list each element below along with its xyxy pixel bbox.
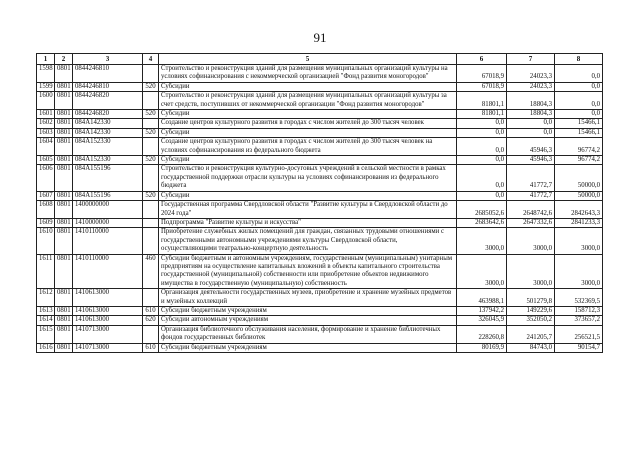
section-code-cell: 0801 [55,289,73,307]
table-row [37,65,603,83]
column-header: 6 [457,54,507,65]
section-code-cell: 0801 [55,343,73,352]
section-code-cell: 0801 [55,110,73,119]
target-article-code-cell: 084A152330 [73,138,143,156]
section-code-cell: 0801 [55,218,73,227]
row-number-cell: 1614 [37,316,55,325]
table-row [37,218,603,227]
amount-year3-cell: 0,0 [555,82,603,91]
expense-type-code-cell: 620 [143,316,159,325]
column-header: 8 [555,54,603,65]
expense-type-code-cell [143,325,159,343]
row-number-cell: 1604 [37,138,55,156]
row-number-cell: 1612 [37,289,55,307]
item-name-cell: Приобретение служебных жилых помещений для граждан, связанных трудовыми отношениями с государственными автономными учреждениями культуры Свердловской области, осуществляющими театрально-концертную деятельность [159,228,457,254]
row-number-cell: 1615 [37,325,55,343]
amount-year3-cell: 96774,2 [555,138,603,156]
table-row [37,165,603,191]
section-code-cell: 0801 [55,92,73,110]
section-code-cell: 0801 [55,228,73,254]
amount-year1-cell: 0,0 [457,119,507,128]
table-row [37,306,603,315]
amount-year2-cell: 3000,0 [507,254,555,289]
expense-type-code-cell: 610 [143,343,159,352]
column-header: 5 [159,54,457,65]
target-article-code-cell: 0844246810 [73,65,143,83]
section-code-cell: 0801 [55,254,73,289]
amount-year1-cell: 0,0 [457,156,507,165]
amount-year3-cell: 2841233,3 [555,218,603,227]
table-row [37,254,603,289]
column-header: 2 [55,54,73,65]
expense-type-code-cell [143,228,159,254]
column-header: 1 [37,54,55,65]
target-article-code-cell: 084A155196 [73,165,143,191]
amount-year3-cell: 2842643,3 [555,201,603,219]
table-row [37,325,603,343]
target-article-code-cell: 1410713000 [73,343,143,352]
amount-year3-cell: 256521,5 [555,325,603,343]
amount-year1-cell: 81801,1 [457,110,507,119]
table-row [37,316,603,325]
amount-year2-cell: 41772,7 [507,165,555,191]
target-article-code-cell: 1410110000 [73,254,143,289]
row-number-cell: 1603 [37,128,55,137]
amount-year2-cell: 18804,3 [507,110,555,119]
expense-type-code-cell [143,289,159,307]
row-number-cell: 1602 [37,119,55,128]
table-row [37,201,603,219]
item-name-cell: Субсидии бюджетным и автономным учреждениям, государственным (муниципальным) унитарным предприятиям на осуществление капитальных вложений в объекты капитального строительства государственной (муниципальной) собственности или приобретение объектов недвижимого имущества в государственную (муниципальную) собственность [159,254,457,289]
row-number-cell: 1616 [37,343,55,352]
amount-year3-cell: 15466,1 [555,119,603,128]
item-name-cell: Создание центров культурного развития в городах с числом жителей до 300 тысяч человек [159,119,457,128]
amount-year3-cell: 90154,7 [555,343,603,352]
item-name-cell: Субсидии [159,191,457,200]
section-code-cell: 0801 [55,119,73,128]
section-code-cell: 0801 [55,306,73,315]
amount-year2-cell: 352050,2 [507,316,555,325]
table-row [37,82,603,91]
amount-year1-cell: 81801,1 [457,92,507,110]
expense-type-code-cell [143,119,159,128]
expense-type-code-cell: 520 [143,156,159,165]
page-number: 91 [313,30,327,45]
amount-year1-cell: 137942,2 [457,306,507,315]
amount-year3-cell: 15466,1 [555,128,603,137]
section-code-cell: 0801 [55,165,73,191]
table-row [37,343,603,352]
expense-type-code-cell: 460 [143,254,159,289]
target-article-code-cell: 1410110000 [73,228,143,254]
section-code-cell: 0801 [55,128,73,137]
target-article-code-cell: 084A155196 [73,191,143,200]
section-code-cell: 0801 [55,156,73,165]
section-code-cell: 0801 [55,65,73,83]
amount-year1-cell: 0,0 [457,138,507,156]
amount-year2-cell: 0,0 [507,119,555,128]
budget-table [36,53,603,353]
section-code-cell: 0801 [55,191,73,200]
amount-year1-cell: 80169,9 [457,343,507,352]
table-row [37,289,603,307]
section-code-cell: 0801 [55,316,73,325]
section-code-cell: 0801 [55,138,73,156]
amount-year1-cell: 463988,1 [457,289,507,307]
row-number-cell: 1609 [37,218,55,227]
row-number-cell: 1601 [37,110,55,119]
amount-year2-cell: 0,0 [507,128,555,137]
table-row [37,110,603,119]
amount-year1-cell: 67018,9 [457,82,507,91]
section-code-cell: 0801 [55,82,73,91]
row-number-cell: 1613 [37,306,55,315]
item-name-cell: Создание центров культурного развития в городах с числом жителей до 300 тысяч человек на условиях софинансирования из федерального бюджета [159,138,457,156]
amount-year3-cell: 96774,2 [555,156,603,165]
expense-type-code-cell: 520 [143,82,159,91]
item-name-cell: Субсидии бюджетным учреждениям [159,306,457,315]
expense-type-code-cell [143,138,159,156]
column-header: 7 [507,54,555,65]
target-article-code-cell: 0844246820 [73,92,143,110]
amount-year3-cell: 0,0 [555,65,603,83]
amount-year2-cell: 24023,3 [507,82,555,91]
row-number-cell: 1605 [37,156,55,165]
item-name-cell: Подпрограмма "Развитие культуры и искусства" [159,218,457,227]
row-number-cell: 1608 [37,201,55,219]
amount-year1-cell: 3000,0 [457,228,507,254]
item-name-cell: Строительство и реконструкция культурно-досуговых учреждений в сельской местности в рамках государственной поддержки отрасли культуры на условиях софинансирования из федерального бюджета [159,165,457,191]
amount-year1-cell: 326045,9 [457,316,507,325]
amount-year1-cell: 0,0 [457,128,507,137]
item-name-cell: Государственная программа Свердловской области "Развитие культуры в Свердловской области до 2024 года" [159,201,457,219]
expense-type-code-cell [143,201,159,219]
column-header: 4 [143,54,159,65]
amount-year3-cell: 532369,5 [555,289,603,307]
target-article-code-cell: 1410000000 [73,218,143,227]
item-name-cell: Субсидии автономным учреждениям [159,316,457,325]
target-article-code-cell: 0844246820 [73,110,143,119]
target-article-code-cell: 084A142330 [73,128,143,137]
expense-type-code-cell [143,218,159,227]
expense-type-code-cell: 520 [143,128,159,137]
expense-type-code-cell: 610 [143,306,159,315]
row-number-cell: 1611 [37,254,55,289]
expense-type-code-cell: 520 [143,110,159,119]
amount-year3-cell: 3000,0 [555,254,603,289]
section-code-cell: 0801 [55,325,73,343]
table-row [37,92,603,110]
amount-year3-cell: 50000,0 [555,191,603,200]
expense-type-code-cell [143,165,159,191]
target-article-code-cell: 0844246810 [73,82,143,91]
section-code-cell: 0801 [55,201,73,219]
target-article-code-cell: 1410613000 [73,316,143,325]
amount-year3-cell: 373657,2 [555,316,603,325]
table-row [37,128,603,137]
item-name-cell: Субсидии [159,128,457,137]
amount-year2-cell: 501279,8 [507,289,555,307]
amount-year1-cell: 228260,8 [457,325,507,343]
amount-year2-cell: 84743,0 [507,343,555,352]
column-header: 3 [73,54,143,65]
row-number-cell: 1599 [37,82,55,91]
table-row [37,191,603,200]
table-row [37,228,603,254]
table-row [37,119,603,128]
amount-year2-cell: 24023,3 [507,65,555,83]
target-article-code-cell: 1410613000 [73,306,143,315]
amount-year1-cell: 0,0 [457,191,507,200]
target-article-code-cell: 084A152330 [73,156,143,165]
target-article-code-cell: 1410613000 [73,289,143,307]
amount-year2-cell: 2647332,6 [507,218,555,227]
row-number-cell: 1598 [37,65,55,83]
amount-year2-cell: 3000,0 [507,228,555,254]
row-number-cell: 1606 [37,165,55,191]
amount-year1-cell: 3000,0 [457,254,507,289]
amount-year3-cell: 158712,3 [555,306,603,315]
amount-year2-cell: 2648742,6 [507,201,555,219]
amount-year3-cell: 0,0 [555,110,603,119]
amount-year2-cell: 41772,7 [507,191,555,200]
amount-year1-cell: 67018,9 [457,65,507,83]
expense-type-code-cell: 520 [143,191,159,200]
table-row [37,156,603,165]
target-article-code-cell: 1410713000 [73,325,143,343]
amount-year1-cell: 2685052,6 [457,201,507,219]
table-row [37,138,603,156]
target-article-code-cell: 084A142330 [73,119,143,128]
amount-year2-cell: 45946,3 [507,138,555,156]
amount-year2-cell: 241205,7 [507,325,555,343]
item-name-cell: Субсидии [159,82,457,91]
amount-year2-cell: 18804,3 [507,92,555,110]
row-number-cell: 1610 [37,228,55,254]
amount-year2-cell: 45946,3 [507,156,555,165]
table-header-row [37,54,603,65]
item-name-cell: Субсидии [159,110,457,119]
amount-year1-cell: 2683642,6 [457,218,507,227]
item-name-cell: Субсидии бюджетным учреждениям [159,343,457,352]
expense-type-code-cell [143,92,159,110]
amount-year3-cell: 0,0 [555,92,603,110]
item-name-cell: Субсидии [159,156,457,165]
amount-year3-cell: 3000,0 [555,228,603,254]
amount-year3-cell: 50000,0 [555,165,603,191]
row-number-cell: 1607 [37,191,55,200]
item-name-cell: Организация деятельности государственных музеев, приобретение и хранение музейных предметов и музейных коллекций [159,289,457,307]
amount-year2-cell: 149229,6 [507,306,555,315]
row-number-cell: 1600 [37,92,55,110]
expense-type-code-cell [143,65,159,83]
item-name-cell: Строительство и реконструкция зданий для размещения муниципальных организаций культуры за счет средств, поступивших от некоммерческой организации "Фонд развития моногородов" [159,92,457,110]
target-article-code-cell: 1400000000 [73,201,143,219]
item-name-cell: Строительство и реконструкция зданий для размещения муниципальных организаций культуры на условиях софинансирования с некоммерческой организацией "Фонд развития моногородов" [159,65,457,83]
amount-year1-cell: 0,0 [457,165,507,191]
item-name-cell: Организация библиотечного обслуживания населения, формирование и хранение библиотечных фондов государственных библиотек [159,325,457,343]
